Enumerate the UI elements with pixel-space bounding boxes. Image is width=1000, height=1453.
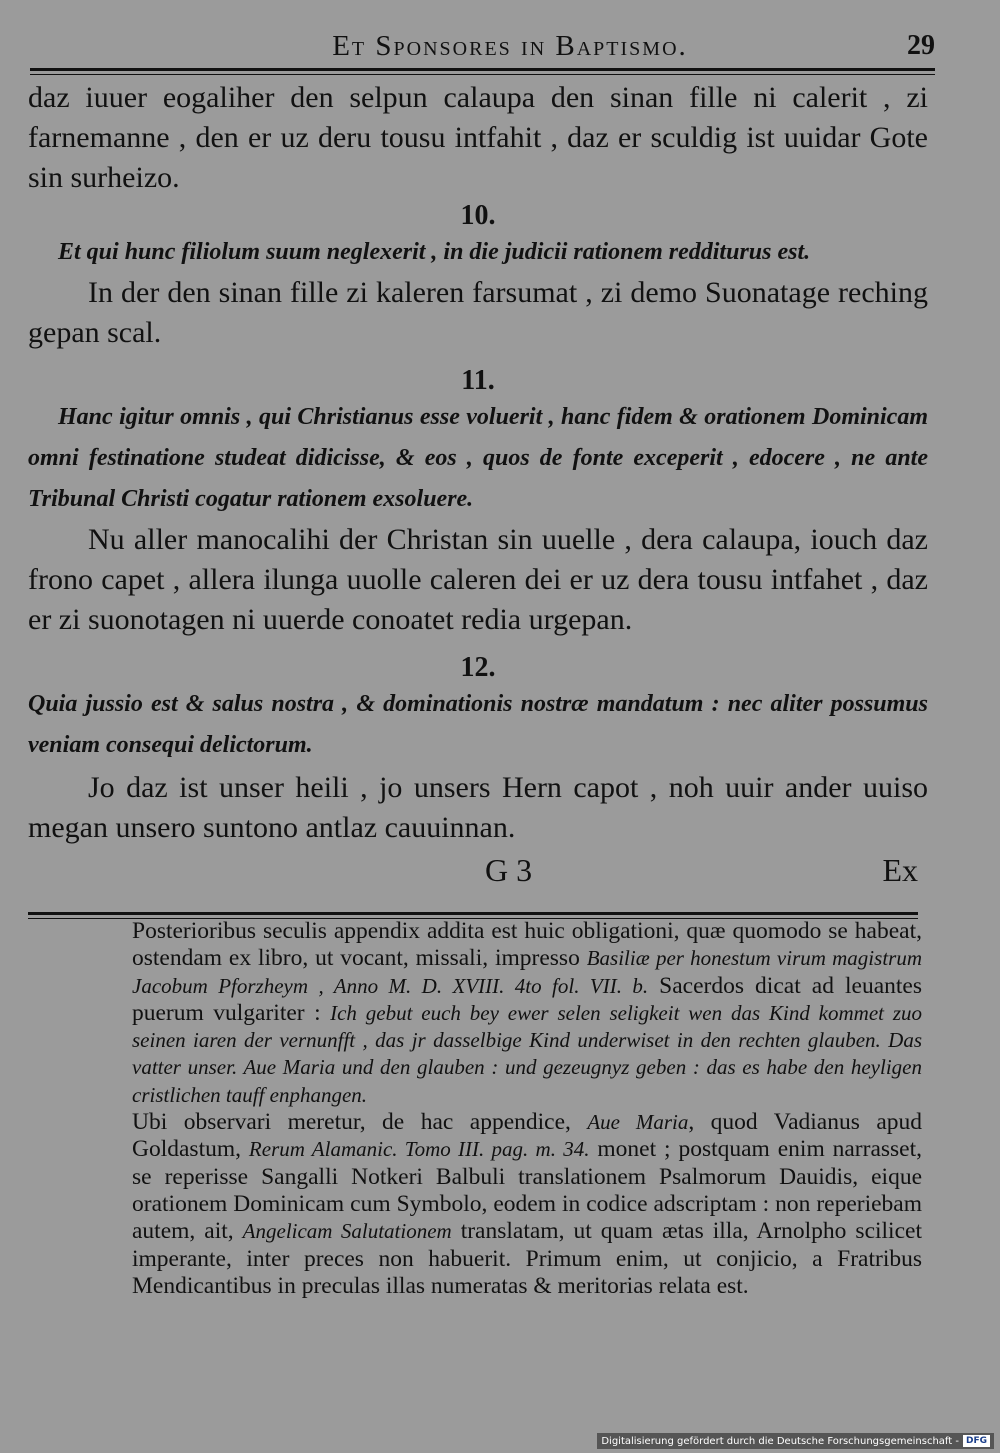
latin-text-10: Et qui hunc filiolum suum neglexerit , in die judicii rationem redditurus est. xyxy=(58,239,811,265)
footnote-2-text-e: monet ; postquam enim narrasset, se reperisse Sangalli Notkeri Balbuli translationem Psalmorum Dauidis, eique orationem Dominicam cum Symbolo, eodem in codice adscriptam : non reperiebam autem, ait, xyxy=(132,1136,923,1245)
catchword: Ex xyxy=(882,852,918,888)
catch-line xyxy=(0,852,1000,892)
section-number-12: 12. xyxy=(460,652,496,683)
latin-text-11: Hanc igitur omnis , qui Christianus esse voluerit , hanc fidem & orationem Dominicam omni festinatione studeat didicisse, & eos , quos de fonte exceperit , edocere , ne ante Tribunal Christi cogatur rationem exsoluere. xyxy=(28,404,928,512)
credit-text: Digitalisierung gefördert durch die Deutsche Forschungsgemeinschaft - xyxy=(601,1435,959,1447)
running-title: Et Sponsores in Baptismo. xyxy=(332,30,688,62)
footnote-2-text-a: Ubi observari meretur, de hac appendice, xyxy=(132,1109,588,1136)
digitization-credit xyxy=(597,1433,994,1449)
page-header xyxy=(30,30,935,70)
paragraph-10-vernacular: In der den sinan fille zi kaleren farsumat , zi demo Suonatage reching gepan scal. xyxy=(28,276,928,349)
footnote-paragraph-2 xyxy=(132,1109,922,1300)
latin-text-12: Quia jussio est & salus nostra , & dominationis nostræ mandatum : nec aliter possumus veniam consequi delictorum. xyxy=(28,691,928,758)
footnote-1-german-quote: Ich gebut euch bey ewer selen seligkeit wen das Kind kommet zuo seinen iaren der vernunfft , das jr dasselbige Kind underwiset in den rechten glauben. Das vatter unser. Aue Maria und den glauben : und gezeugnyz geben : das es habe den heyligen cristlichen tauff enphangen. xyxy=(132,1000,923,1107)
dfg-logo[interactable]: DFG xyxy=(963,1435,990,1447)
footnote-2-reference: Rerum Alamanic. Tomo III. pag. m. 34. xyxy=(248,1137,590,1162)
section-number-11: 11. xyxy=(461,365,495,396)
footnote-1-text-a: Posterioribus seculis appendix addita est huic obligationi, quæ quomodo se habeat, ostendam ex libro, ut vocant, missali, impresso xyxy=(132,918,922,972)
paragraph-11-vernacular: Nu aller manocalihi der Christan sin uuelle , dera calaupa, iouch daz frono capet , allera ilunga uuolle caleren dei er uz dera tousu intfahet , daz er zi suonotagen ni uuerde conoatet redia urgepan. xyxy=(28,523,928,636)
footnote-2-aue-maria: Aue Maria xyxy=(587,1110,689,1135)
footnote-1-imprint: Basiliæ per honestum virum magistrum Jacobum Pforzheym , Anno M. D. XVIII. 4to fol. VII. b. xyxy=(132,946,922,998)
footnote-paragraph-1 xyxy=(132,918,922,1109)
footnote-2-text-g: translatam, ut quam ætas illa, Arnolpho scilicet imperante, inter preces non habuerit. Primum enim, ut conjicio, a Fratribus Mendicantibus in preculas illas numeratas & meritorias relata est. xyxy=(132,1218,922,1299)
main-text xyxy=(28,78,928,848)
footnote-2-angelicam: Angelicam Salutationem xyxy=(242,1219,452,1244)
footnote-1-text-c: Sacerdos dicat ad leuantes puerum vulgariter : xyxy=(132,972,922,1026)
paragraph-9-vernacular: daz iuuer eogaliher den selpun calaupa den sinan fille ni calerit , zi farnemanne , den er uz deru tousu intfahit , daz er sculdig ist uuidar Gote sin surheizo. xyxy=(28,81,928,194)
paragraph-12-vernacular: Jo daz ist unser heili , jo unsers Hern capot , noh uuir ander uuiso megan unsero suntono antlaz cauuinnan. xyxy=(28,771,928,844)
signature-mark: G 3 xyxy=(485,852,533,888)
footnotes xyxy=(132,918,922,1300)
page-number: 29 xyxy=(907,30,935,61)
header-rule xyxy=(30,68,935,75)
section-number-10: 10. xyxy=(460,200,496,231)
footnote-2-text-c: , quod Vadianus apud Goldastum, xyxy=(132,1109,922,1163)
